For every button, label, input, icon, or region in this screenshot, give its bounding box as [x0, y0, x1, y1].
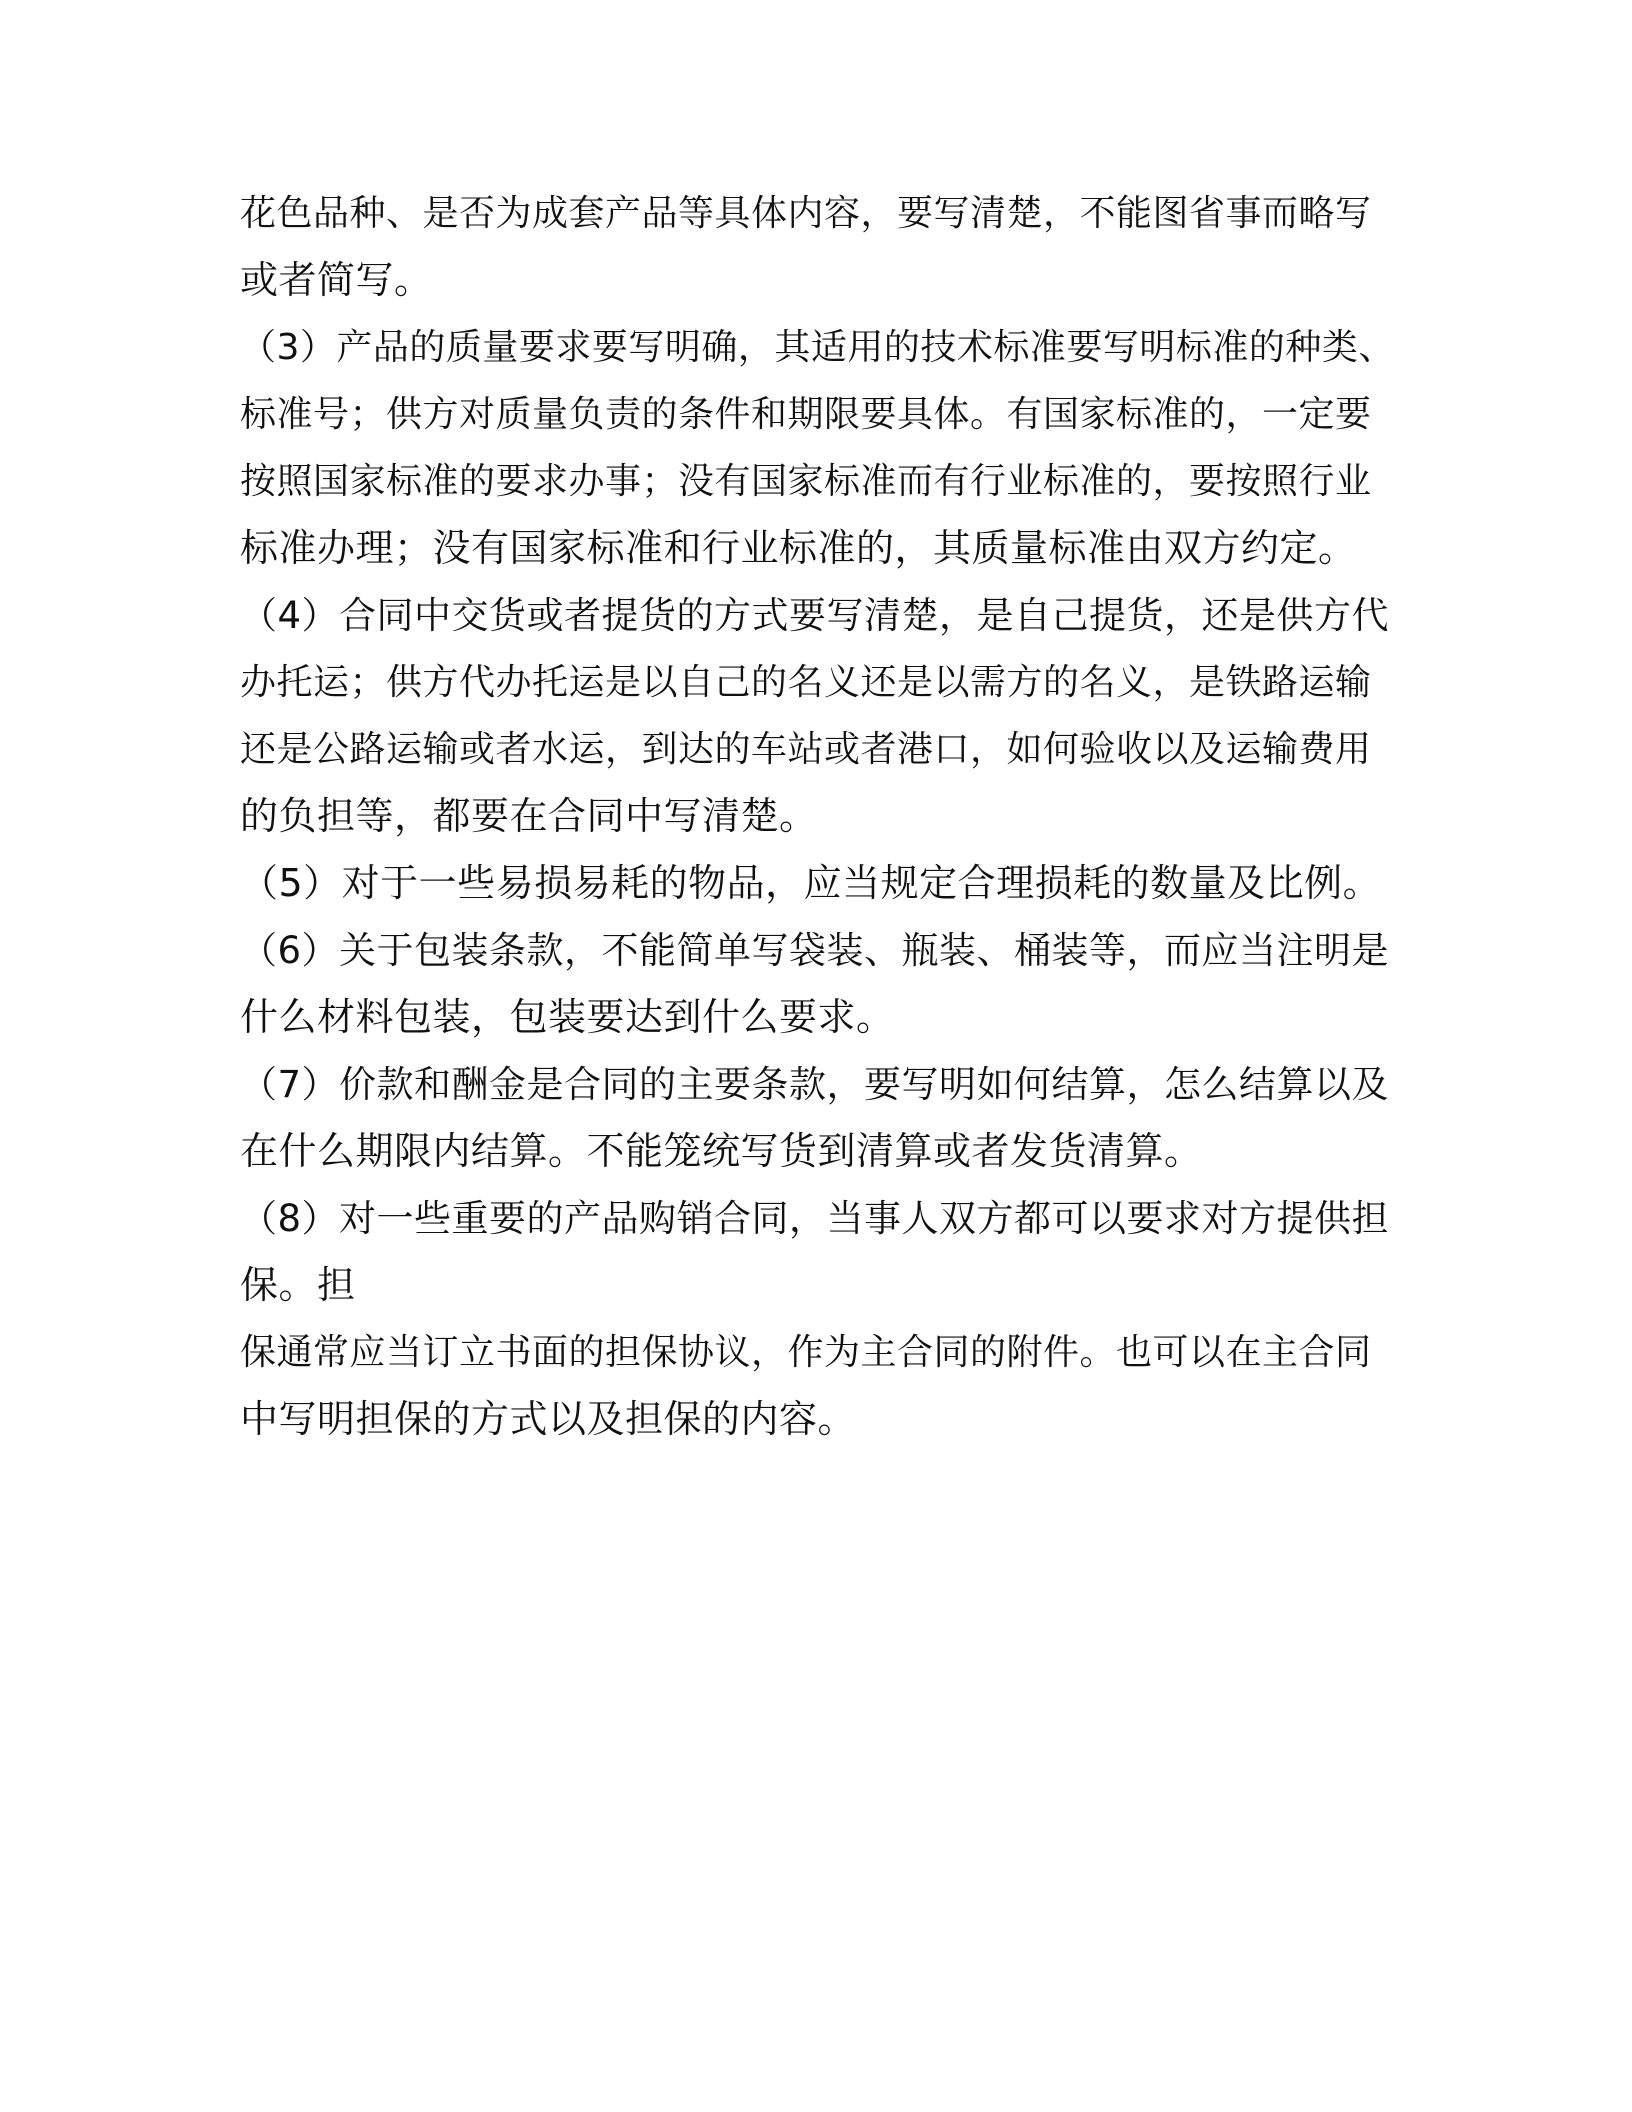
text-line: 中写明担保的方式以及担保的内容。	[240, 1397, 857, 1441]
text-line: 什么材料包装，包装要达到什么要求。	[240, 995, 895, 1039]
text-line: （8）对一些重要的产品购销合同，当事人双方都可以要求对方提供担	[240, 1197, 1390, 1240]
text-line: （6）关于包装条款，不能简单写袋装、瓶装、桶装等，而应当注明是	[240, 929, 1390, 972]
text-line: （7）价款和酬金是合同的主要条款，要写明如何结算，怎么结算以及	[240, 1063, 1390, 1106]
text-line: 标准号；供方对质量负责的条件和期限要具体。有国家标准的，一定要	[240, 394, 1372, 435]
text-line: 的负担等，都要在合同中写清楚。	[240, 794, 818, 838]
text-line: 在什么期限内结算。不能笼统写货到清算或者发货清算。	[240, 1129, 1203, 1173]
text-line: 或者简写。	[240, 258, 433, 302]
text-line: 办托运；供方代办托运是以自己的名义还是以需方的名义，是铁路运输	[240, 662, 1372, 703]
text-line: （5）对于一些易损易耗的物品，应当规定合理损耗的数量及比例。	[240, 861, 1382, 905]
text-line: 保。担	[240, 1263, 356, 1307]
document-body	[240, 180, 1400, 1453]
text-line: （3）产品的质量要求要写明确，其适用的技术标准要写明标准的种类、	[240, 327, 1395, 368]
text-line: 保通常应当订立书面的担保协议，作为主合同的附件。也可以在主合同	[240, 1332, 1372, 1373]
text-line: 按照国家标准的要求办事；没有国家标准而有行业标准的，要按照行业	[240, 461, 1372, 502]
text-line: 还是公路运输或者水运，到达的车站或者港口，如何验收以及运输费用	[240, 729, 1372, 770]
text-line: 标准办理；没有国家标准和行业标准的，其质量标准由双方约定。	[240, 526, 1357, 570]
text-line: （4）合同中交货或者提货的方式要写清楚，是自己提货，还是供方代	[240, 594, 1390, 637]
text-line: 花色品种、是否为成套产品等具体内容，要写清楚，不能图省事而略写	[240, 193, 1372, 234]
